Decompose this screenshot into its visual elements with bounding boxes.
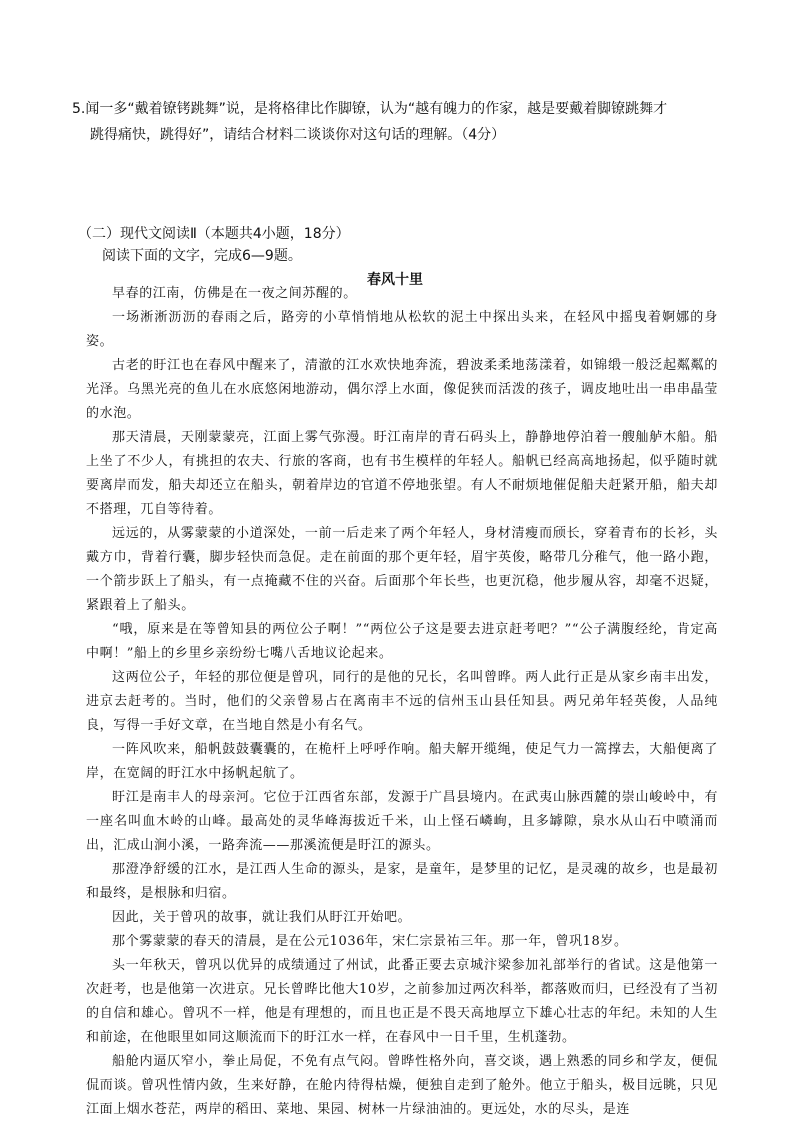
paragraph: 盱江是南丰人的母亲河。它位于江西省东部，发源于广昌县境内。在武夷山脉西麓的崇山峻岭中，有一座名叫血木岭的山峰。最高处的灵华峰海拔近千米，山上怪石嶙峋，且多罅隙，泉水从山石中喷涌而出，汇成山涧小溪，一路奔流——那溪流便是盱江的源头。 — [86, 790, 718, 853]
article-title: 春风十里 — [367, 272, 423, 288]
paragraph: 那个雾蒙蒙的春天的清晨，是在公元1036年，宋仁宗景祐三年。那一年，曾巩18岁。 — [112, 934, 628, 949]
paragraph: 那天清晨，天刚蒙蒙亮，江面上雾气弥漫。盱江南岸的青石码头上，静静地停泊着一艘舢舻木船。船上坐了不少人，有挑担的农夫、行旅的客商，也有书生模样的年轻人。船帆已经高高地扬起，似乎随时就要离岸而发，船夫却还立在船头，朝着岸边的官道不停地张望。有人不耐烦地催促船夫赶紧开船，船夫却不搭理，兀自等待着。 — [86, 430, 718, 517]
question-5-line-1: 5.闻一多“戴着镣铐跳舞”说，是将格律比作脚镣，认为“越有魄力的作家，越是要戴着脚镣跳舞才 — [72, 101, 668, 117]
section-instruction: 阅读下面的文字，完成6—9题。 — [102, 248, 302, 264]
paragraph: “哦，原来是在等曾知县的两位公子啊！”“两位公子这是要去进京赶考吧？”“公子满腹经纶，肯定高中啊！”船上的乡里乡亲纷纷七嘴八舌地议论起来。 — [86, 622, 718, 661]
paragraph: 船舱内逼仄窄小，拳止局促，不免有点气闷。曾晔性格外向，喜交谈，遇上熟悉的同乡和学友，便侃侃而谈。曾巩性情内敛，生来好静，在舱内待得枯燥，便独自走到了舱外。他立于船头，极目远眺，只见江面上烟水苍茫，两岸的稻田、菜地、果园、树林一片绿油油的。更远处，水的尽头，是连 — [86, 1054, 718, 1117]
paragraph: 因此，关于曾巩的故事，就让我们从盱江开始吧。 — [112, 910, 412, 925]
paragraph: 早春的江南，仿佛是在一夜之间苏醒的。 — [112, 286, 357, 301]
question-5-line-2: 跳得痛快，跳得好”，请结合材料二谈谈你对这句话的理解。（4分） — [90, 127, 506, 143]
paragraph: 远远的，从雾蒙蒙的小道深处，一前一后走来了两个年轻人，身材清瘦而颀长，穿着青布的长衫，头戴方巾，背着行囊，脚步轻快而急促。走在前面的那个更年轻，眉宇英俊，略带几分稚气，他一路小跑，一个箭步跃上了船头，有一点掩藏不住的兴奋。后面那个年长些，也更沉稳，他步履从容，却毫不迟疑，紧跟着上了船头。 — [86, 526, 718, 613]
paragraph: 头一年秋天，曾巩以优异的成绩通过了州试，此番正要去京城汴梁参加礼部举行的省试。这是他第一次赶考，也是他第一次进京。兄长曾晔比他大10岁，之前参加过两次科举，都落败而归，已经没有了当初的自信和雄心。曾巩不一样，他是有理想的，而且也正是不畏天高地厚立下雄心壮志的年纪。未知的人生和前途，在他眼里如同这顺流而下的盱江水一样，在春风中一日千里，生机蓬勃。 — [86, 958, 718, 1045]
paragraph: 这两位公子，年轻的那位便是曾巩，同行的是他的兄长，名叫曾晔。两人此行正是从家乡南丰出发，进京去赶考的。当时，他们的父亲曾易占在离南丰不远的信州玉山县任知县。两兄弟年轻英俊，人品纯良，写得一手好文章，在当地自然是小有名气。 — [86, 670, 718, 733]
paragraph: 一场淅淅沥沥的春雨之后，路旁的小草悄悄地从松软的泥土中探出头来，在轻风中摇曳着婀娜的身姿。 — [86, 310, 718, 349]
section-heading: （二）现代文阅读Ⅱ（本题共4小题，18分） — [78, 226, 350, 242]
question-5 — [72, 96, 732, 148]
paragraph: 一阵风吹来，船帆鼓鼓囊囊的，在桅杆上呼呼作响。船夫解开缆绳，使足气力一篙撑去，大船便离了岸，在宽阔的盱江水中扬帆起航了。 — [86, 742, 718, 781]
article-body — [86, 282, 718, 1122]
paragraph: 那澄净舒缓的江水，是江西人生命的源头，是家，是童年，是梦里的记忆，是灵魂的故乡，也是最初和最终，是根脉和归宿。 — [86, 862, 718, 901]
paragraph: 古老的盱江也在春风中醒来了，清澈的江水欢快地奔流，碧波柔柔地荡漾着，如锦缎一般泛起粼粼的光泽。乌黑光亮的鱼儿在水底悠闲地游动，偶尔浮上水面，像促狭而活泼的孩子，调皮地吐出一串串晶莹的水泡。 — [86, 358, 718, 421]
